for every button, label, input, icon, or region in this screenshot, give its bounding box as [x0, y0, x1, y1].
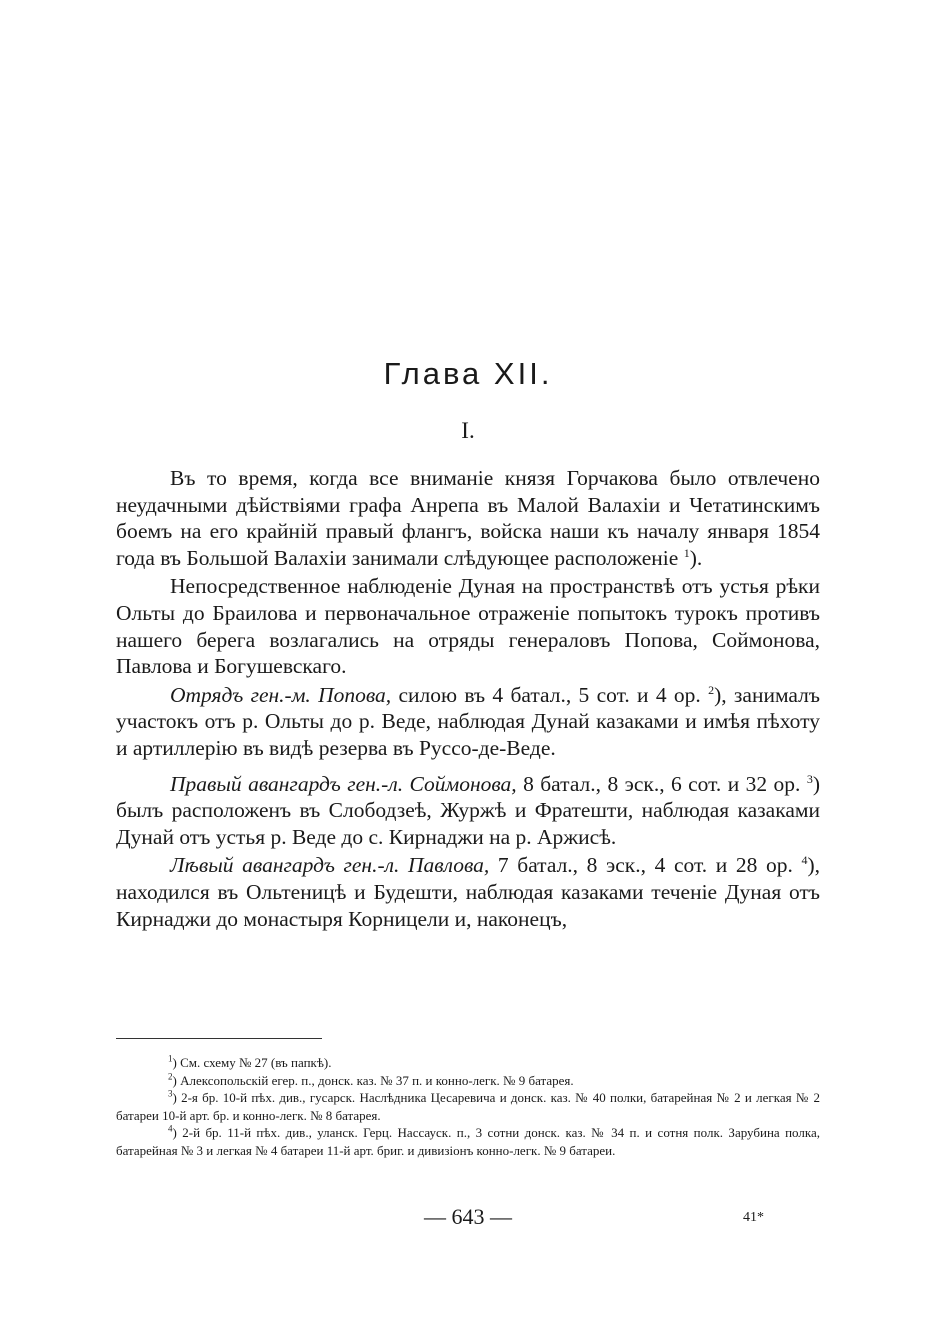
footnote-mark: 2 — [168, 1071, 173, 1082]
paragraph-text: силою въ 4 батал., 5 сот. и 4 ор. — [391, 682, 709, 707]
chapter-title: Глава XII. — [383, 356, 553, 391]
paragraph-text: Въ то время, когда все вниманіе князя Горчакова было отвлечено неудачными дѣйствіями графа Анрепа въ Малой Валахіи и Четатинскимъ боемъ на его крайній правый флангъ, войска наши къ началу января 1854 года въ Большой Валахіи занимали слѣдующее расположеніе — [116, 466, 820, 570]
paragraph — [116, 771, 820, 851]
footnote-reference: 1 — [683, 545, 690, 560]
paragraph-text-end: ) былъ расположенъ въ Слободзеѣ, Журжѣ и Фратешти, наблюдая казаками Дунай отъ устья р. Веде до с. Кирнаджи на р. Аржисѣ. — [116, 771, 820, 849]
paragraph — [116, 852, 820, 932]
paragraph-text-end: ), занималъ участокъ отъ р. Ольты до р. Веде, наблюдая Дунай казаками и имѣя пѣхоту и артиллерію въ видѣ резерва въ Руссо-де-Веде. — [116, 682, 820, 760]
paragraph — [116, 682, 820, 762]
footnote — [116, 1089, 820, 1124]
footnote-mark: 4 — [168, 1123, 173, 1134]
footnotes — [116, 1054, 820, 1159]
footnote-text: ) Алексопольскій егер. п., донск. каз. № 37 п. и конно-легк. № 9 батарея. — [172, 1072, 574, 1088]
paragraph-text: 7 батал., 8 эск., 4 сот. и 28 ор. — [489, 853, 802, 878]
footnote-reference: 3 — [806, 771, 813, 786]
footnote-text: ) 2-я бр. 10-й пѣх. див., гусарск. Наслѣдника Цесаревича и донск. каз. № 40 полки, батарейная № 2 и легкая № 2 батареи 10-й арт. бр. и конно-легк. № 8 батарея. — [116, 1090, 820, 1123]
detachment-heading: Лѣвый авангардъ ген.-л. Павлова, — [170, 853, 490, 878]
page-number: — 643 — — [424, 1204, 512, 1229]
paragraph-text-end: ), находился въ Ольтеницѣ и Будешти, наблюдая казаками теченіе Дуная отъ Кирнаджи до монастыря Корницели и, наконецъ, — [116, 853, 820, 931]
paragraph-text: Непосредственное наблюденіе Дуная на пространствѣ отъ устья рѣки Ольты до Браилова и первоначальное отраженіе попытокъ турокъ противъ нашего берега возлагались на отряды генераловъ Попова, Соймонова, Павлова и Богушевскаго. — [116, 574, 820, 679]
detachment-heading: Отрядъ ген.-м. Попова, — [170, 682, 392, 707]
footnote-text: ) 2-й бр. 11-й пѣх. див., уланск. Герц. Нассауск. п., 3 сотни донск. каз. № 34 п. и сотня полк. Зарубина полка, батарейная № 3 и легкая № 4 батареи 11-й арт. бриг. и дивизіонъ конно-легк. № 9 батареи. — [116, 1125, 820, 1158]
footnote-text: ) См. схему № 27 (въ папкѣ). — [172, 1055, 332, 1070]
paragraph — [116, 573, 820, 679]
main-text — [116, 465, 820, 932]
footnote-reference: 4 — [801, 853, 808, 868]
footnote-divider — [116, 1038, 322, 1039]
paragraph — [116, 465, 820, 571]
footnote-reference: 2 — [708, 682, 715, 697]
footnote-mark: 3 — [168, 1088, 173, 1099]
footnote — [116, 1072, 820, 1090]
footnote-mark: 1 — [168, 1053, 173, 1064]
footnote — [116, 1054, 820, 1072]
detachment-heading: Правый авангардъ ген.-л. Соймонова, — [170, 771, 517, 796]
footnote — [116, 1124, 820, 1159]
paragraph-text: 8 батал., 8 эск., 6 сот. и 32 ор. — [516, 771, 807, 796]
paragraph-text-end: ). — [689, 545, 703, 570]
section-number: I. — [461, 418, 475, 443]
printer-signature-mark: 41* — [743, 1210, 764, 1225]
